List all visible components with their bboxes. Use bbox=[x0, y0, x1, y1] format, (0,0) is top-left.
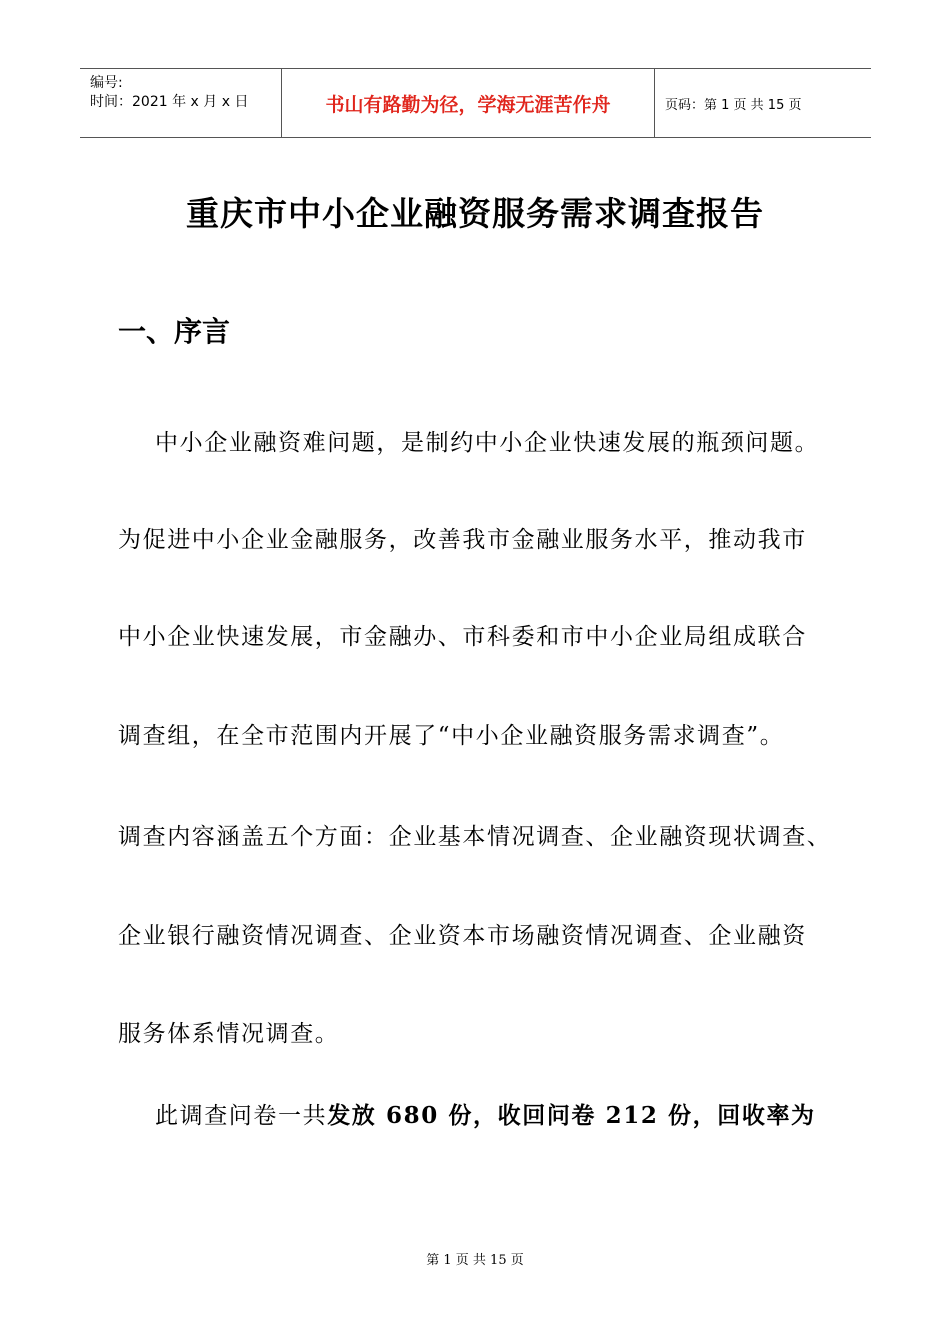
paragraph-line: 中小企业快速发展，市金融办、市科委和市中小企业局组成联合 bbox=[118, 624, 807, 650]
document-number-label: 编号: bbox=[90, 75, 123, 91]
paragraph-line: 调查组，在全市范围内开展了“中小企业融资服务需求调查”。 bbox=[118, 723, 785, 749]
document-time-label: 时间：2021 年 x 月 x 日 bbox=[90, 94, 249, 110]
header-meta-cell bbox=[80, 69, 282, 137]
section-heading: 一、序言 bbox=[118, 315, 231, 348]
header-motto: 书山有路勤为径，学海无涯苦作舟 bbox=[325, 93, 611, 116]
paragraph-line: 为促进中小企业金融服务，改善我市金融业服务水平，推动我市 bbox=[118, 527, 807, 553]
document-title: 重庆市中小企业融资服务需求调查报告 bbox=[186, 194, 764, 233]
paragraph-line: 服务体系情况调查。 bbox=[118, 1021, 340, 1047]
paragraph-line: 调查内容涵盖五个方面：企业基本情况调查、企业融资现状调查、 bbox=[118, 824, 832, 850]
paragraph-line: 中小企业融资难问题，是制约中小企业快速发展的瓶颈问题。 bbox=[155, 430, 820, 456]
paragraph-line bbox=[155, 1097, 816, 1130]
header-motto-cell bbox=[282, 69, 655, 137]
header-page-cell bbox=[655, 69, 871, 137]
paragraph-bold-text: 发放 680 份，收回问卷 212 份，回收率为 bbox=[327, 1102, 816, 1129]
paragraph-line: 企业银行融资情况调查、企业资本市场融资情况调查、企业融资 bbox=[118, 923, 807, 949]
page-footer: 第 1 页 共 15 页 bbox=[426, 1253, 524, 1268]
header-page-info: 页码：第 1 页 共 15 页 bbox=[665, 97, 802, 113]
paragraph-text: 此调查问卷一共 bbox=[155, 1103, 328, 1129]
document-header bbox=[80, 68, 871, 138]
